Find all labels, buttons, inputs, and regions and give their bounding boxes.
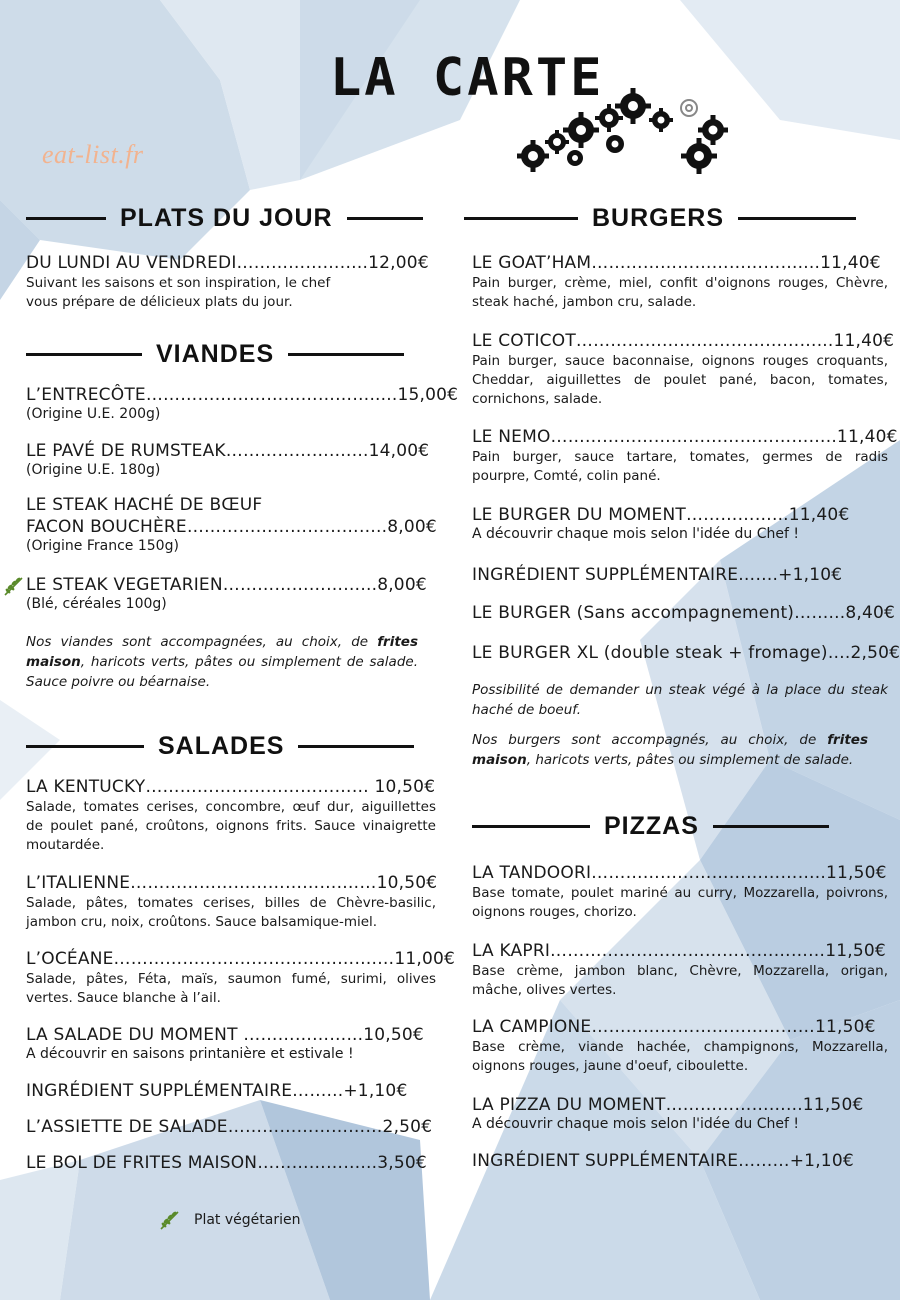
section-plats-du-jour-heading <box>26 196 436 240</box>
item-name: LA KENTUCKY………………………………… 10,50€ <box>26 777 436 797</box>
section-title: VIANDES <box>156 339 275 368</box>
page-title: LA CARTE <box>330 48 605 108</box>
item-name: LE STEAK VEGETARIEN……………………...8,00€ <box>26 575 427 595</box>
section-viandes-heading <box>26 332 436 376</box>
item-name: LE STEAK HACHÉ DE BŒUF <box>26 495 263 515</box>
item-description: (Blé, céréales 100g) <box>26 596 167 612</box>
item-name: LE GOAT’HAM………………………………....11,40€ <box>472 253 881 273</box>
item-description: Pain burger, crème, miel, confit d'oignons rouges, Chèvre, steak haché, jambon cru, salade. <box>472 275 888 310</box>
item-description: Suivant les saisons et son inspiration, le chef vous prépare de délicieux plats du jour. <box>26 275 331 310</box>
burgers-accompaniment-note: Nos burgers sont accompagnés, au choix, de frites maison, haricots verts, pâtes ou simplement de salade. <box>472 732 868 768</box>
item-name: LA SALADE DU MOMENT ………………...10,50€ <box>26 1025 424 1045</box>
item-name: LA KAPRI…………………………………………11,50€ <box>472 941 886 961</box>
menu-item <box>26 384 459 422</box>
menu-item <box>472 252 888 312</box>
item-name: L’ITALIENNE……………………………….……10,50€ <box>26 873 438 893</box>
item-name: LA CAMPIONE…………………………………11,50€ <box>472 1017 876 1037</box>
item-name: L’OCÉANE……………………………………….…11,00€ <box>26 949 456 969</box>
item-description: A découvrir en saisons printanière et estivale ! <box>26 1046 354 1062</box>
watermark: eat-list.fr <box>42 140 144 169</box>
menu-item <box>26 252 436 312</box>
item-name: L’ASSIETTE DE SALADE………………………2,50€ <box>26 1117 433 1137</box>
section-salades-heading <box>26 724 436 768</box>
vegetarian-leaf-icon <box>2 574 26 598</box>
menu-item <box>472 642 900 664</box>
item-name: LE PAVÉ DE RUMSTEAK……………….…...14,00€ <box>26 441 430 461</box>
item-description: Base crème, viande hachée, champignons, Mozzarella, oignons rouges, jaune d'oeuf, ciboulette. <box>472 1039 888 1074</box>
item-description: Salade, tomates cerises, concombre, œuf dur, aiguillettes de poulet pané, croûtons, oignons frits. Sauce vinaigrette moutardée. <box>26 799 436 853</box>
menu-item <box>472 1094 888 1132</box>
menu-item <box>26 494 436 554</box>
item-name: INGRÉDIENT SUPPLÉMENTAIRE………+1,10€ <box>472 1151 854 1171</box>
menu-item <box>26 1024 436 1062</box>
item-description: (Origine France 150g) <box>26 538 179 554</box>
menu-item <box>26 574 436 612</box>
menu-item <box>26 1152 436 1174</box>
item-description: Salade, pâtes, tomates cerises, billes de Chèvre-basilic, jambon cru, noix, croûtons. Sauce balsamique-miel. <box>26 895 436 930</box>
item-description: (Origine U.E. 200g) <box>26 406 161 422</box>
vegetarian-legend <box>158 1208 300 1232</box>
legend-label: Plat végétarien <box>194 1212 301 1228</box>
item-description: A découvrir chaque mois selon l'idée du Chef ! <box>472 526 799 542</box>
item-description: Pain burger, sauce tartare, tomates, germes de radis pourpre, Comté, colin pané. <box>472 449 888 484</box>
item-name: LE NEMO…………………………………………..11,40€ <box>472 427 898 447</box>
item-name: DU LUNDI AU VENDREDI……………….….12,00€ <box>26 253 429 273</box>
item-description: Base crème, jambon blanc, Chèvre, Mozzarella, origan, mâche, olives vertes. <box>472 963 888 998</box>
section-title: SALADES <box>158 731 285 760</box>
item-name: LE BURGER DU MOMENT……………...11,40€ <box>472 505 850 525</box>
menu-item <box>26 872 436 932</box>
item-description: (Origine U.E. 180g) <box>26 462 161 478</box>
item-name: INGRÉDIENT SUPPLÉMENTAIRE……...+1,10€ <box>26 1081 408 1101</box>
section-title: BURGERS <box>592 203 725 232</box>
item-name: LE BURGER XL (double steak + fromage)….2,50€ <box>472 643 900 663</box>
section-burgers-heading <box>464 196 874 240</box>
right-column <box>472 0 900 1300</box>
viandes-accompaniment-note: Nos viandes sont accompagnées, au choix, de frites maison, haricots verts, pâtes ou simplement de salade. Sauce poivre ou béarnaise. <box>26 634 418 690</box>
menu-item <box>472 940 888 1000</box>
menu-item <box>26 1080 436 1102</box>
item-name: LE COTICOT……………………………………...11,40€ <box>472 331 895 351</box>
item-name-line2: FACON BOUCHÈRE……………………………..8,00€ <box>26 517 437 537</box>
menu-item <box>472 426 898 486</box>
menu-item <box>472 504 888 542</box>
menu-item <box>472 602 896 624</box>
item-name: L’ENTRECÔTE………………………………….....15,00€ <box>26 385 459 405</box>
item-description: Salade, pâtes, Féta, maïs, saumon fumé, surimi, olives vertes. Sauce blanche à l’ail. <box>26 971 436 1006</box>
left-column <box>26 0 459 1300</box>
menu-item <box>472 330 895 409</box>
menu-item <box>472 1150 888 1172</box>
leaf-icon <box>158 1208 182 1232</box>
menu-item <box>472 862 888 922</box>
menu-item <box>26 440 436 478</box>
item-name: LA TANDOORI…………………………………..11,50€ <box>472 863 887 883</box>
menu-item <box>26 776 436 855</box>
item-name: INGRÉDIENT SUPPLÉMENTAIRE…….+1,10€ <box>472 565 843 585</box>
section-title: PLATS DU JOUR <box>120 203 333 232</box>
section-title: PIZZAS <box>604 811 699 840</box>
item-name: LE BOL DE FRITES MAISON………………...3,50€ <box>26 1153 427 1173</box>
item-name: LE BURGER (Sans accompagnement)……...8,40€ <box>472 603 896 623</box>
menu-item <box>26 948 456 1008</box>
menu-item <box>472 564 888 586</box>
burger-steak-option-note: Possibilité de demander un steak végé à la place du steak haché de boeuf. <box>472 682 888 718</box>
menu-item <box>472 1016 888 1076</box>
item-description: A découvrir chaque mois selon l'idée du Chef ! <box>472 1116 799 1132</box>
section-pizzas-heading <box>472 804 878 848</box>
menu-item <box>26 1116 436 1138</box>
item-name: LA PIZZA DU MOMENT…………………...11,50€ <box>472 1095 864 1115</box>
item-description: Base tomate, poulet mariné au curry, Mozzarella, poivrons, oignons rouges, chorizo. <box>472 885 888 920</box>
item-description: Pain burger, sauce baconnaise, oignons rouges croquants, Cheddar, aiguillettes de poulet pané, bacon, tomates, cornichons, salade. <box>472 353 888 407</box>
